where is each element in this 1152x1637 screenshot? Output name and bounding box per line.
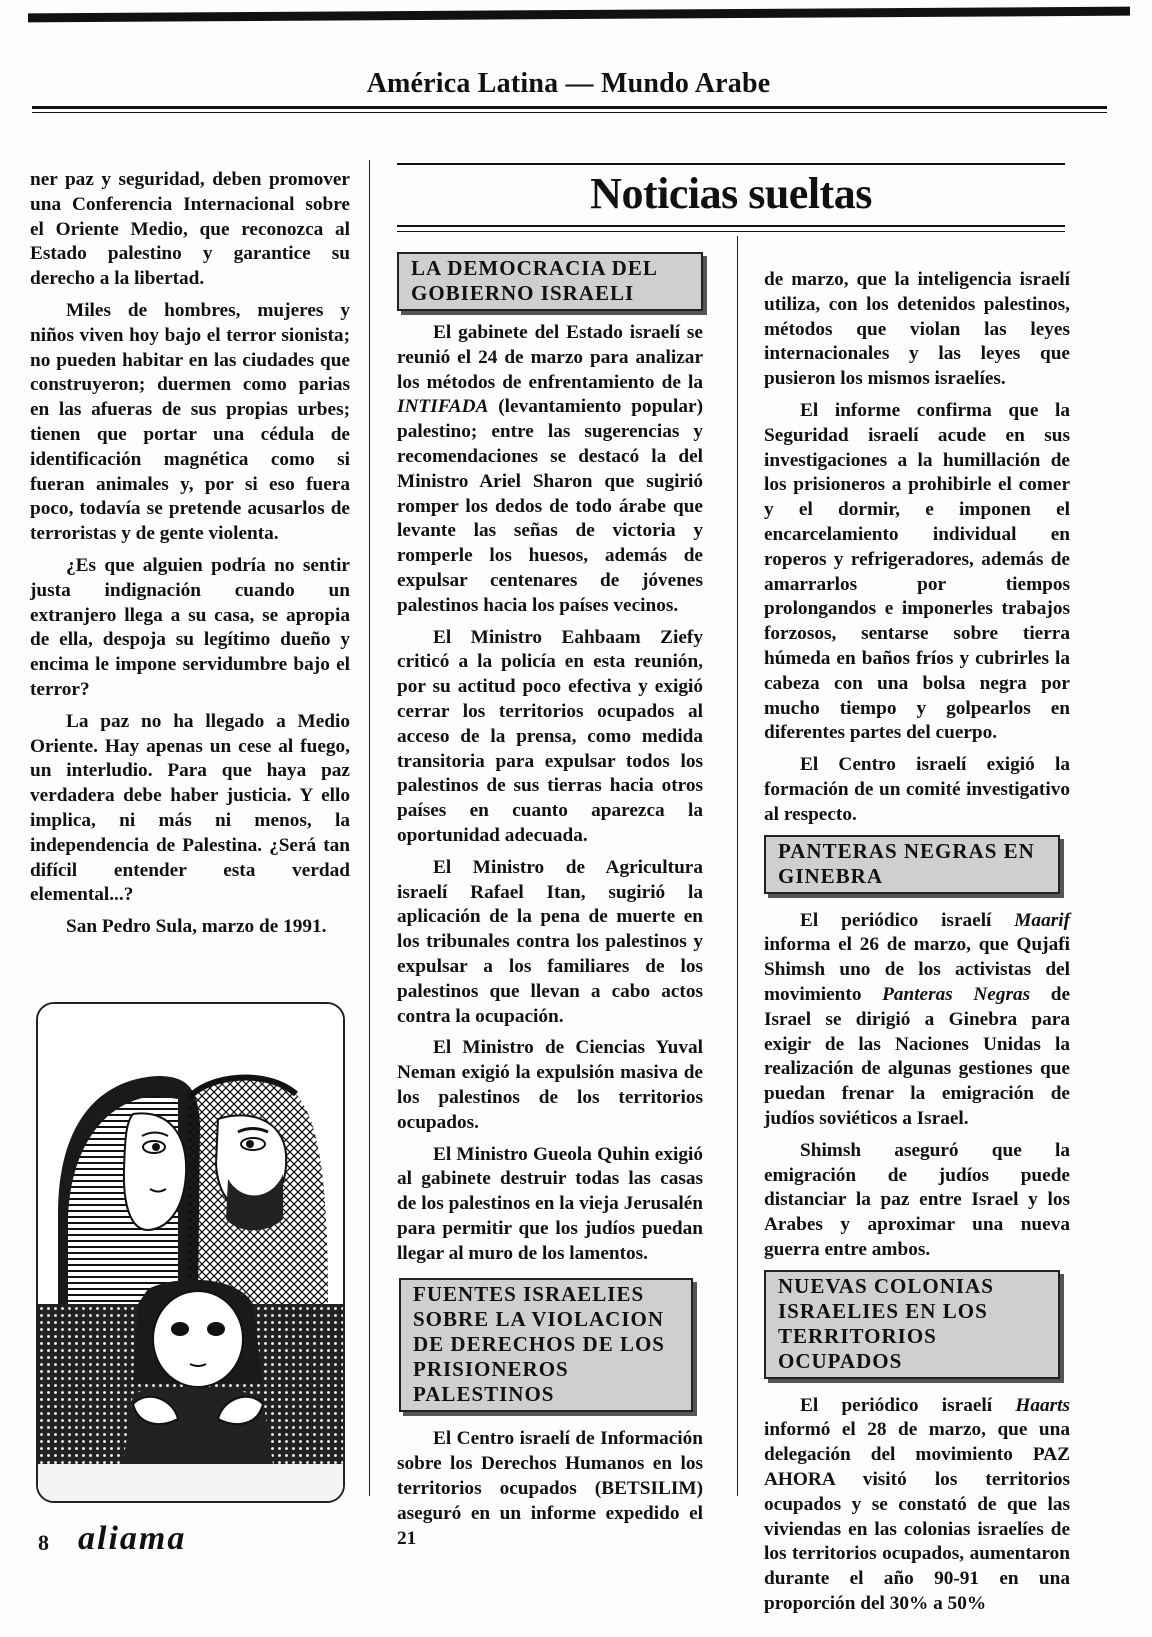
paragraph: de marzo, que la inteligencia israelí utiliza, con los detenidos palestinos, métodos que violan las leyes internacionales y las leyes que pusieron los mismos israelíes. bbox=[764, 269, 1070, 390]
paragraph: El Ministro Gueola Quhin exigió al gabinete destruir todas las casas de los palestinos en la vieja Jerusalén para permitir que los judíos puedan llegar al muro de los lamentos. bbox=[397, 1143, 703, 1264]
paragraph: El informe confirma que la Seguridad israelí acude en sus investigaciones a la humillación de los prisioneros a prohibirle el comer y el dormir, e imponen el encarcelamiento individual en roperos y refrigeradores, además de amarrarlos por tiempos prolongandos e imponerles trabajos forzosos, sentarse sobre tierra húmeda en baños fríos y cubrirles la cabeza con una bolsa negra por mucho tiempo y golpearlos en diferentes partes del cuerpo. bbox=[764, 399, 1070, 744]
header-rule bbox=[32, 106, 1107, 109]
middle-column bbox=[397, 321, 703, 1558]
italic-term: Haarts bbox=[1015, 1394, 1070, 1416]
left-column bbox=[30, 168, 350, 947]
running-head: América Latina — Mundo Arabe bbox=[366, 68, 771, 99]
italic-term: Maarif bbox=[1014, 909, 1070, 931]
paragraph: El Centro israelí exigió la formación de un comité investigativo al respecto. bbox=[764, 754, 1070, 825]
text-span: El gabinete del Estado israelí se reunió el 24 de marzo para analizar los métodos de enfrentamiento de la bbox=[397, 322, 703, 393]
paragraph: Shimsh aseguró que la emigración de judíos puede distanciar la paz entre Israel y los Arabes y aproximar una nueva guerra entre ambos. bbox=[764, 1139, 1070, 1260]
woodcut-figures-image bbox=[38, 1004, 343, 1501]
signoff: San Pedro Sula, marzo de 1991. bbox=[66, 916, 327, 938]
title-rule bbox=[397, 225, 1065, 227]
paragraph: La paz no ha llegado a Medio Oriente. Hay apenas un cese al fuego, un interludio. Para que haya paz verdadera debe haber justicia. Y ello implica, ni más ni menos, la independencia de Palestina. ¿Será tan difícil entender esta verdad elemental...? bbox=[30, 710, 350, 906]
paragraph: ner paz y seguridad, deben promover una Conferencia Internacional sobre el Oriente Medio, que reconozca al Estado palestino y garantice su derecho a la libertad. bbox=[30, 169, 350, 290]
right-column bbox=[764, 268, 1070, 1624]
text-span: El periódico israelí bbox=[800, 1394, 1016, 1416]
paragraph: El Ministro de Agricultura israelí Rafael Itan, sugirió la aplicación de la pena de muerte en los tribunales contra los palestinos y expulsar a los familiares de los palestinos que llevan a cabo actos contra la ocupación. bbox=[397, 856, 703, 1027]
page-number: 8 bbox=[38, 1530, 49, 1555]
paragraph bbox=[764, 909, 1070, 1132]
paragraph: El Ministro de Ciencias Yuval Neman exigió la expulsión masiva de los palestinos de los territorios ocupados. bbox=[397, 1037, 703, 1133]
heading-box-panteras: PANTERAS NEGRAS EN GINEBRA bbox=[764, 835, 1060, 894]
italic-term: INTIFADA bbox=[397, 396, 489, 418]
header-rule-thin bbox=[32, 112, 1107, 113]
heading-box-fuentes: FUENTES ISRAELIES SOBRE LA VIOLACION DE DERECHOS DE LOS PRISIONEROS PALESTINOS bbox=[399, 1278, 693, 1412]
column-rule-right bbox=[737, 236, 738, 1496]
column-rule-left bbox=[369, 160, 370, 1496]
paragraph: ¿Es que alguien podría no sentir justa indignación cuando un extranjero llega a su casa, se apropia de ella, despoja su legítimo dueño y encima le impone servidumbre bajo el terror? bbox=[30, 554, 350, 700]
illustration-figures bbox=[36, 1002, 345, 1503]
section-title: Noticias sueltas bbox=[590, 169, 872, 218]
text-span: informa el 26 de marzo, que Qujafi Shimsh uno de los activistas del movimiento bbox=[764, 934, 1070, 1005]
paragraph: Miles de hombres, mujeres y niños viven hoy bajo el terror sionista; no pueden habitar en las ciudades que construyeron; duermen como parias en las afueras de sus propias urbes; tienen que portar una cédula de identificación magnética como si fueran animales y, por si eso fuera poco, todavía se pretende acusarlos de terroristas y de gente violenta. bbox=[30, 299, 350, 545]
text-span: de Israel se dirigió a Ginebra para exigir de las Naciones Unidas la realización de algunas gestiones que puedan frenar la emigración de judíos soviéticos a Israel. bbox=[764, 983, 1071, 1129]
text-span: (levantamiento popular) palestino; entre las sugerencias y recomendaciones se destacó la del Ministro Ariel Sharon que sugirió romper los dedos de todo árabe que levante las señas de victoria y romperle los huesos, además de expulsar centenares de jóvenes palestinos hacia los países vecinos. bbox=[397, 396, 703, 616]
heading-box-democracia: LA DEMOCRACIA DEL GOBIERNO ISRAELI bbox=[397, 252, 703, 311]
text-span: informó el 28 de marzo, que una delegación del movimiento PAZ AHORA visitó los territorios ocupados y se constató de que las viviendas en las colonias israelíes de los territorios ocupados, aumentaron durante el año 90-91 en una proporción del 30% a 50% bbox=[764, 1419, 1070, 1615]
top-rule bbox=[28, 7, 1130, 23]
paragraph: El Ministro Eahbaam Ziefy criticó a la policía en esta reunión, por su actitud poco efectiva y exigió cerrar los territorios ocupados al acceso de la prensa, como medida transitoria para expulsar todos los palestinos de sus tierras hacia otros países en cuanto aparezca la oportunidad adecuada. bbox=[397, 626, 703, 846]
paragraph: El Centro israelí de Información sobre los Derechos Humanos en los territorios ocupados (BETSILIM) aseguró en un informe expedido el 21 bbox=[397, 1428, 703, 1549]
paragraph bbox=[764, 1394, 1070, 1617]
text-span: El periódico israelí bbox=[800, 909, 1015, 931]
paragraph bbox=[397, 321, 703, 619]
italic-term: Panteras Negras bbox=[882, 983, 1031, 1005]
heading-box-colonias: NUEVAS COLONIAS ISRAELIES EN LOS TERRITORIOS OCUPADOS bbox=[764, 1270, 1060, 1379]
title-rule-thin bbox=[397, 231, 1065, 232]
title-rule bbox=[397, 163, 1065, 165]
magazine-logo: aliama bbox=[78, 1520, 187, 1557]
